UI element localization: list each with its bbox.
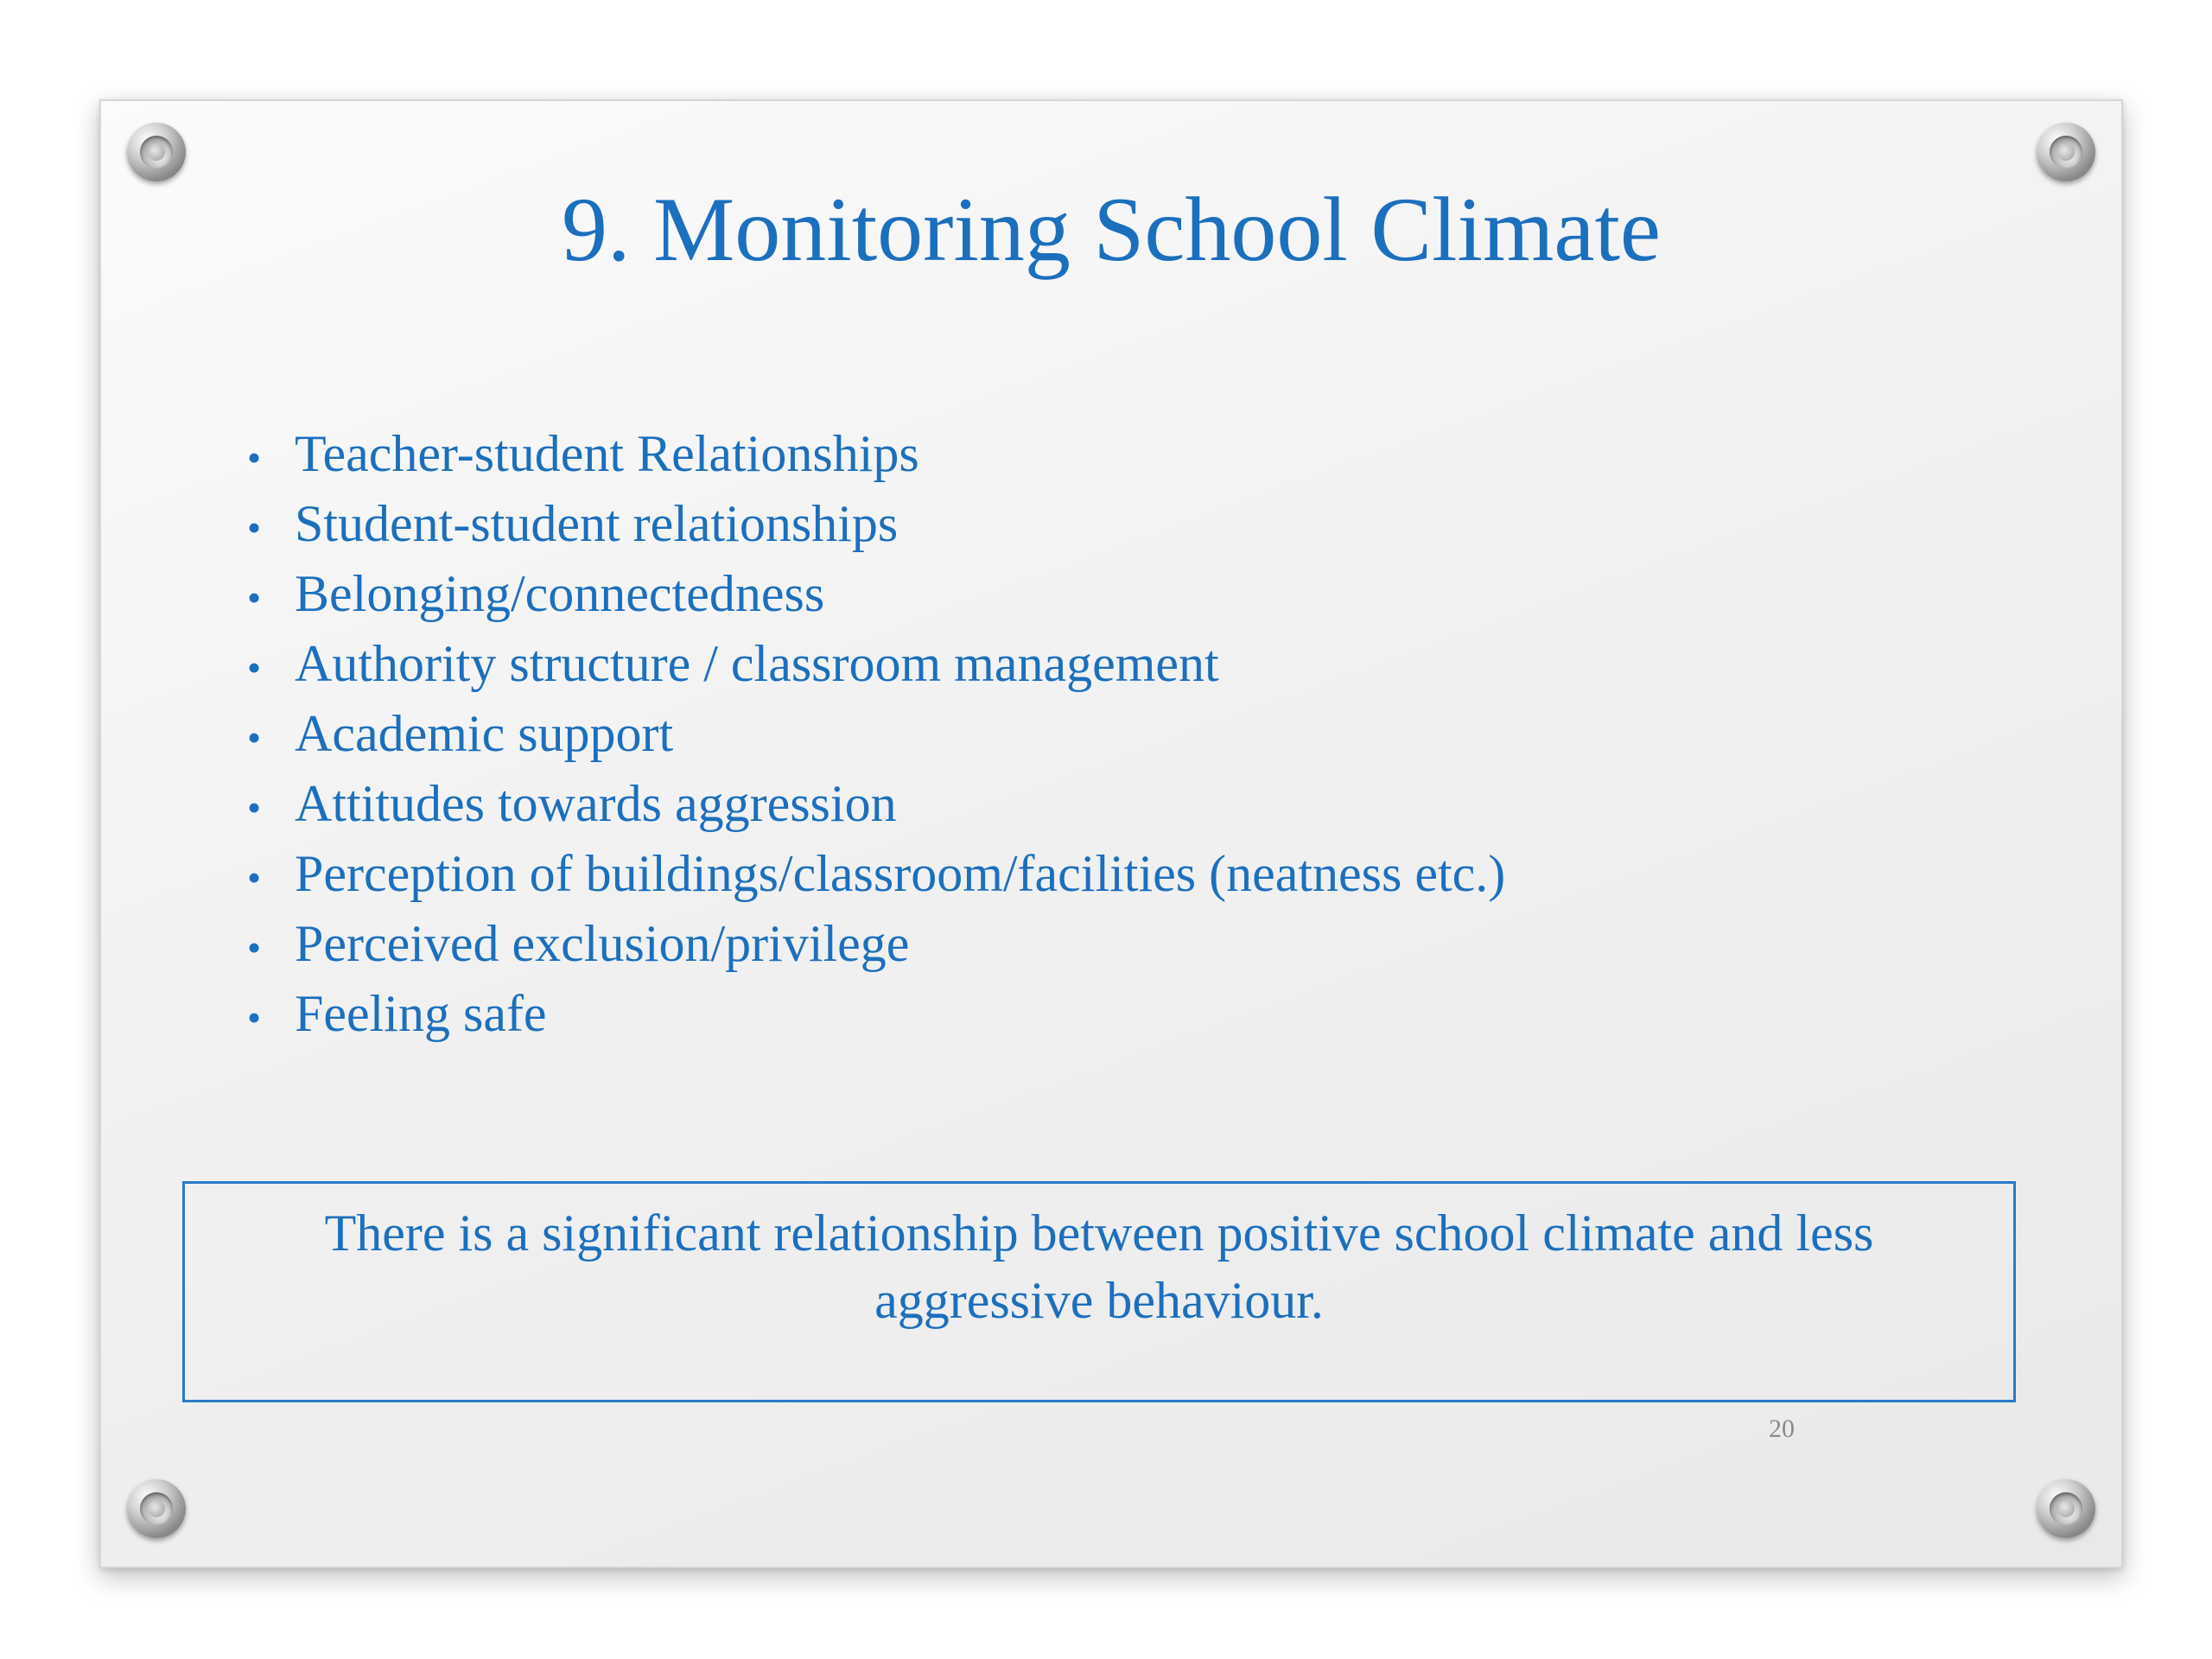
bullet-text: Feeling safe — [295, 985, 547, 1042]
grommet-top-right-icon — [2037, 123, 2095, 181]
bullet-item — [220, 561, 1505, 631]
slide — [99, 99, 2123, 1568]
bullet-item — [220, 841, 1505, 911]
bullet-text: Perceived exclusion/privilege — [295, 915, 910, 972]
slide-title: 9. Monitoring School Climate — [562, 179, 1661, 280]
bullet-text: Perception of buildings/classroom/facilities (neatness etc.) — [295, 845, 1506, 902]
bullet-dot-icon: • — [246, 505, 262, 550]
bullet-text: Academic support — [295, 705, 674, 762]
bullet-item — [220, 701, 1505, 771]
bullet-text: Student-student relationships — [295, 495, 899, 552]
bullet-text: Teacher-student Relationships — [295, 425, 919, 482]
grommet-bottom-right-icon — [2037, 1479, 2095, 1538]
bullet-list — [220, 421, 1505, 1051]
page-number: 20 — [1769, 1414, 1795, 1443]
bullet-dot-icon: • — [246, 925, 262, 969]
bullet-text: Belonging/connectedness — [295, 565, 825, 622]
bullet-item — [220, 491, 1505, 561]
callout-box — [182, 1181, 2016, 1402]
callout-text: There is a significant relationship between positive school climate and less aggressive behaviour. — [324, 1205, 1874, 1329]
bullet-item — [220, 631, 1505, 701]
bullet-dot-icon: • — [246, 785, 262, 830]
bullet-item — [220, 981, 1505, 1051]
bullet-item — [220, 911, 1505, 981]
bullet-dot-icon: • — [246, 645, 262, 690]
bullet-text: Attitudes towards aggression — [295, 775, 897, 832]
bullet-text: Authority structure / classroom management — [295, 635, 1219, 692]
grommet-bottom-left-icon — [127, 1479, 186, 1538]
bullet-item — [220, 421, 1505, 491]
bullet-item — [220, 771, 1505, 841]
bullet-dot-icon: • — [246, 995, 262, 1039]
bullet-dot-icon: • — [246, 575, 262, 620]
grommet-top-left-icon — [127, 123, 186, 181]
bullet-dot-icon: • — [246, 855, 262, 899]
bullet-dot-icon: • — [246, 435, 262, 480]
bullet-dot-icon: • — [246, 715, 262, 760]
